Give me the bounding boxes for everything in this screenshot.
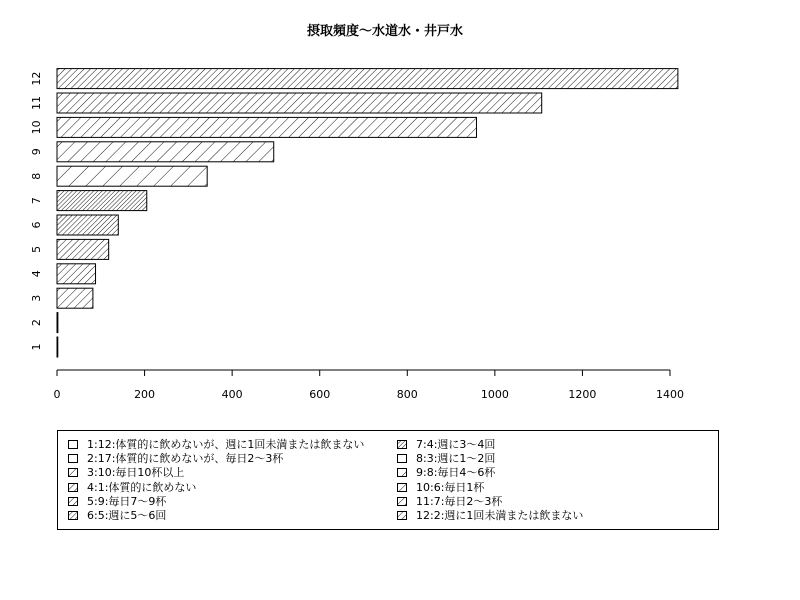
legend-label-5: 5:9:毎日7～9杯 [87, 494, 167, 508]
legend-item-4 [68, 481, 196, 494]
legend-label-2: 2:17:体質的に飲めないが、毎日2～3杯 [87, 452, 284, 466]
x-tick-label-1400: 1400 [656, 388, 684, 401]
x-tick-label-800: 800 [396, 388, 418, 401]
y-tick-label-1: 1 [30, 343, 43, 351]
y-tick-label-5: 5 [30, 245, 43, 253]
legend-label-6: 6:5:週に5～6回 [87, 509, 167, 522]
bar-4 [57, 264, 96, 284]
legend-swatch-3 [68, 468, 78, 477]
legend-label-8: 8:3:週に1～2回 [416, 452, 496, 466]
legend-swatch-4 [68, 483, 78, 492]
legend-label-11: 11:7:毎日2～3杯 [416, 494, 503, 508]
legend-swatch-1 [68, 440, 78, 449]
legend-item-6 [68, 509, 166, 522]
bar-9 [57, 142, 274, 162]
legend-item-2 [68, 452, 283, 465]
x-tick-label-600: 600 [309, 388, 331, 401]
x-tick-label-0: 0 [53, 388, 61, 401]
y-tick-label-10: 10 [30, 120, 43, 135]
y-tick-label-4: 4 [30, 270, 43, 278]
legend-swatch-6 [68, 511, 78, 520]
legend-item-1 [68, 438, 364, 451]
legend-item-7 [397, 438, 495, 451]
legend-swatch-12 [397, 511, 407, 520]
legend-label-12: 12:2:週に1回未満または飲まない [416, 509, 584, 522]
bar-12 [57, 69, 678, 89]
y-tick-label-9: 9 [30, 148, 43, 156]
y-tick-label-12: 12 [30, 71, 43, 86]
legend-label-1: 1:12:体質的に飲めないが、週に1回未満または飲まない [87, 438, 365, 451]
legend-item-5 [68, 495, 166, 508]
x-tick-label-1000: 1000 [480, 388, 509, 401]
x-tick-label-400: 400 [221, 388, 243, 401]
y-tick-label-11: 11 [30, 96, 43, 110]
legend-label-9: 9:8:毎日4～6杯 [416, 466, 496, 480]
y-tick-label-3: 3 [30, 294, 43, 302]
legend-label-3: 3:10:毎日10杯以上 [87, 466, 185, 480]
legend-item-12 [397, 509, 583, 522]
legend-label-7: 7:4:週に3～4回 [416, 438, 496, 451]
legend-swatch-9 [397, 468, 407, 477]
legend-swatch-2 [68, 454, 78, 463]
bar-6 [57, 215, 118, 235]
y-tick-label-7: 7 [30, 197, 43, 205]
legend-swatch-8 [397, 454, 407, 463]
x-tick-label-200: 200 [134, 388, 156, 401]
legend-swatch-7 [397, 440, 407, 449]
legend-label-10: 10:6:毎日1杯 [416, 480, 485, 494]
legend-item-11 [397, 495, 502, 508]
bar-1 [57, 337, 58, 357]
legend-swatch-5 [68, 497, 78, 506]
y-tick-label-8: 8 [30, 172, 43, 180]
chart-title: 摂取頻度～水道水・井戸水 [306, 24, 463, 39]
legend-swatch-10 [397, 483, 407, 492]
bar-5 [57, 239, 109, 259]
legend-item-10 [397, 481, 484, 494]
bar-8 [57, 166, 207, 186]
x-tick-label-1200: 1200 [568, 388, 597, 401]
legend-swatch-11 [397, 497, 407, 506]
bar-7 [57, 191, 147, 211]
legend-item-8 [397, 452, 495, 465]
legend-item-9 [397, 466, 495, 479]
y-tick-label-2: 2 [30, 319, 43, 327]
bar-3 [57, 288, 93, 308]
bar-2 [57, 313, 58, 333]
bar-11 [57, 93, 542, 113]
y-tick-label-6: 6 [30, 221, 43, 229]
legend-item-3 [68, 466, 184, 479]
bar-10 [57, 117, 476, 137]
legend-label-4: 4:1:体質的に飲めない [87, 480, 197, 494]
legend [57, 430, 719, 530]
